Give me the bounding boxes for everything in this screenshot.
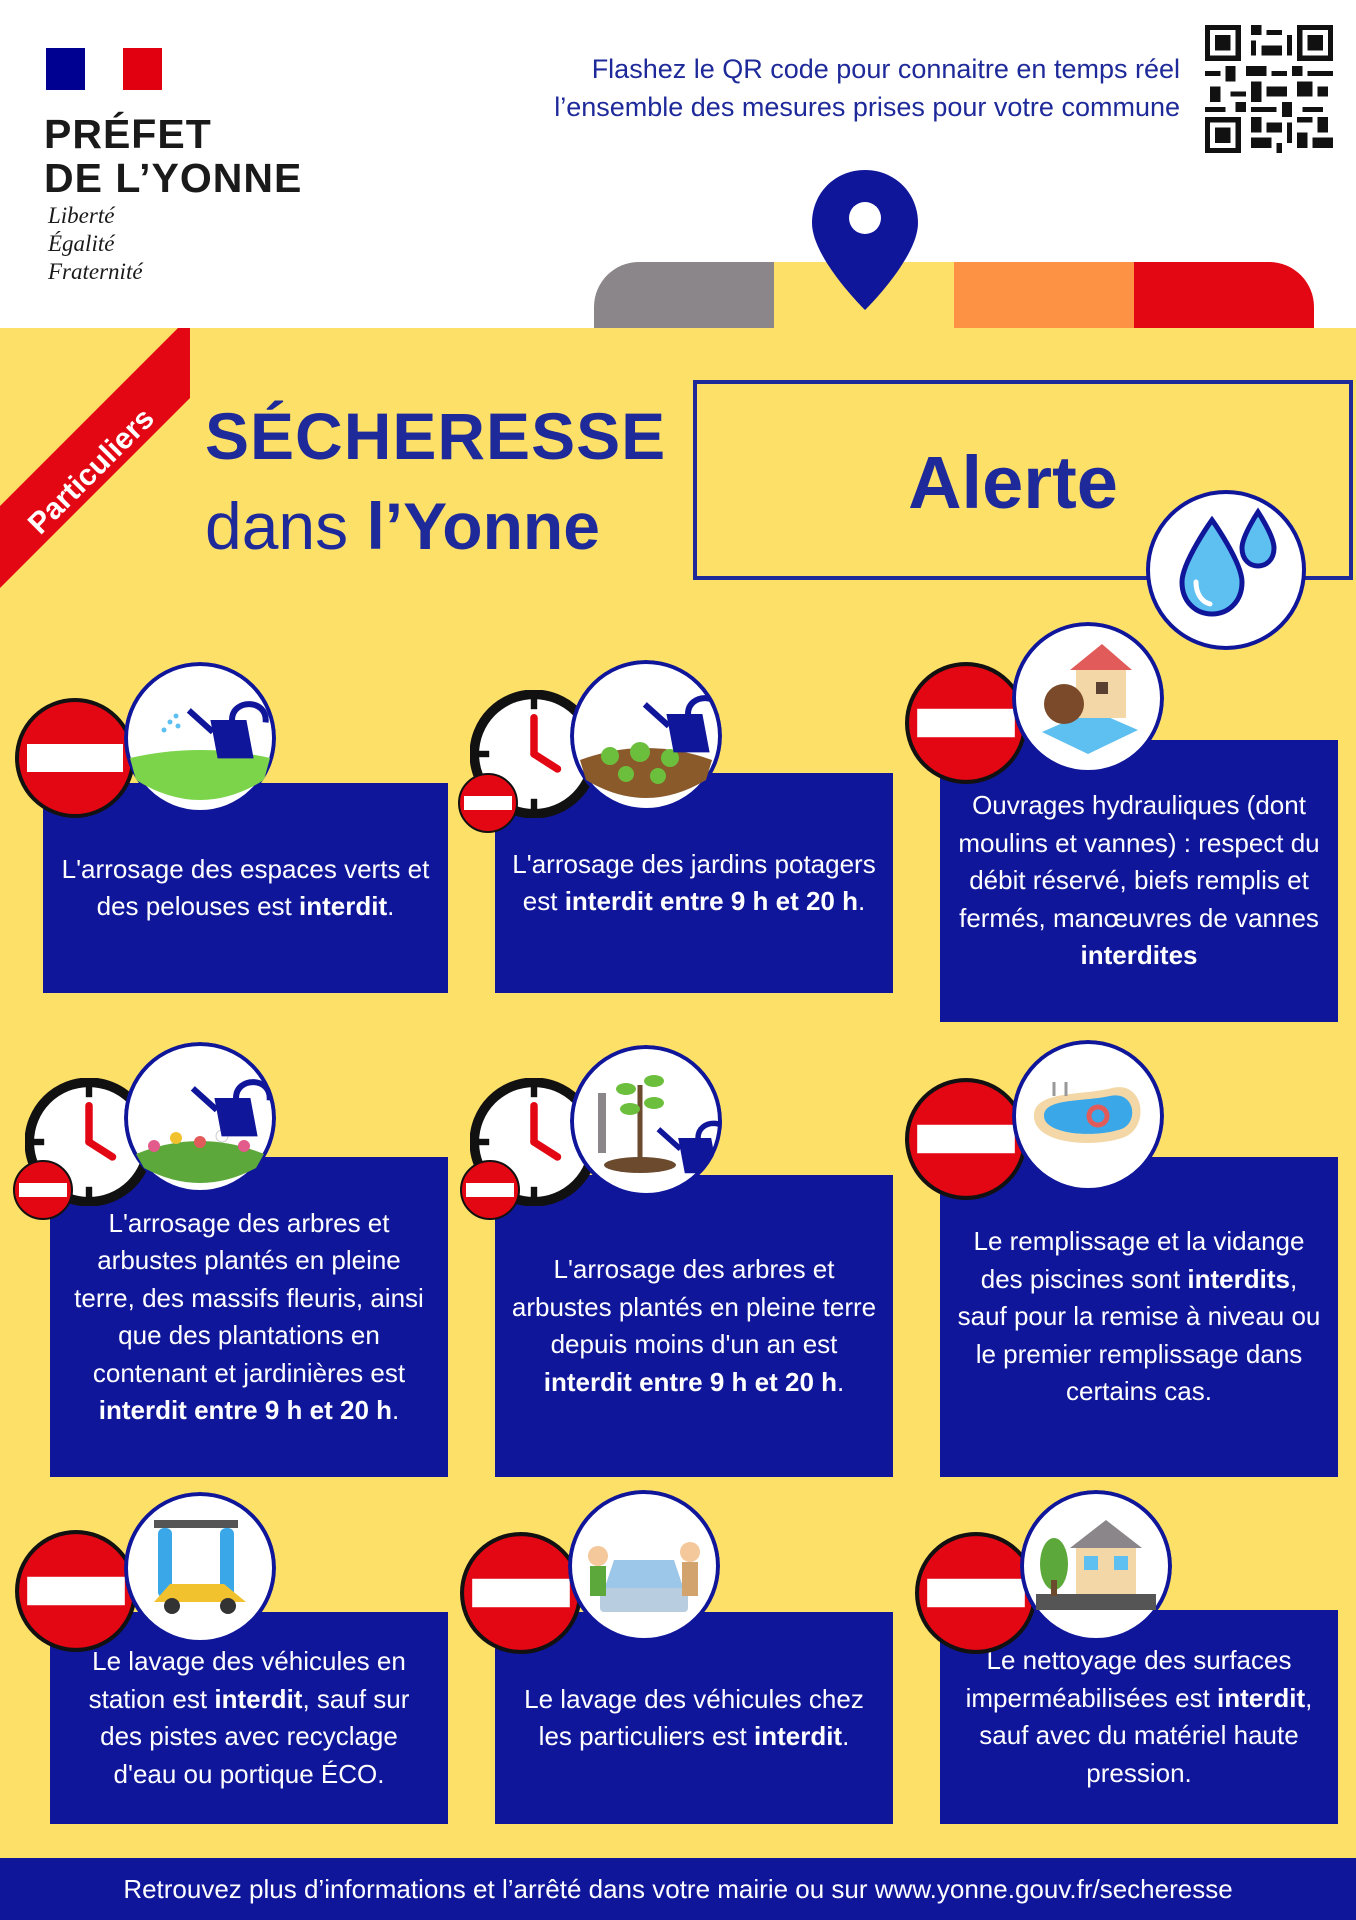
level-crise <box>1134 262 1314 337</box>
no-entry-icon <box>915 1532 1037 1654</box>
no-entry-icon <box>460 1532 582 1654</box>
qr-instructions <box>440 50 1180 126</box>
no-entry-icon <box>905 662 1027 784</box>
location-pin-icon <box>812 170 918 310</box>
no-entry-icon <box>15 1530 137 1652</box>
prefet-title-line2: DE L’YONNE <box>44 155 303 201</box>
measure-text <box>66 1643 432 1793</box>
measure-text-emphasis: interdites <box>1080 940 1198 971</box>
measure-text <box>956 1223 1322 1411</box>
car-washing-home-icon <box>568 1490 720 1642</box>
measure-card-5 <box>495 1175 893 1477</box>
measure-text-emphasis: interdit <box>299 891 388 921</box>
measure-text-emphasis: interdit <box>753 1721 843 1751</box>
watermill-icon <box>1012 622 1164 774</box>
title-yonne: l’Yonne <box>366 489 600 563</box>
level-alerte-renforcee <box>954 262 1134 337</box>
title-dans: dans <box>205 489 367 563</box>
house-surface-icon <box>1020 1490 1172 1642</box>
measure-card-6 <box>940 1157 1338 1477</box>
measure-text <box>511 1681 877 1756</box>
measure-text-part: , sauf sur des pistes avec recyclage d'eau ou portique ÉCO. <box>100 1683 410 1789</box>
watering-flowers-icon <box>124 1042 276 1194</box>
no-entry-icon <box>460 1160 520 1220</box>
category-ribbon <box>0 328 190 606</box>
measure-text-emphasis: interdit entre 9 h et 20 h <box>543 1366 838 1397</box>
measure-text-part: L'arrosage des jardins potagers est <box>512 848 876 916</box>
watering-lawn-icon <box>124 662 276 814</box>
measure-text-part: . <box>857 886 866 916</box>
measure-text-part: . <box>837 1366 845 1397</box>
measure-text-emphasis: interdit entre 9 h et 20 h <box>564 886 858 916</box>
measure-text-emphasis: interdits <box>1187 1263 1290 1294</box>
measure-text-part: , sauf avec du matériel haute pression. <box>979 1682 1313 1788</box>
measure-text <box>59 851 432 926</box>
motto-egalite: Égalité <box>48 231 115 256</box>
measure-text-part: Le lavage des véhicules en station est <box>88 1646 406 1714</box>
measure-text-part: . <box>842 1721 850 1751</box>
motto-fraternite: Fraternité <box>48 259 143 284</box>
pool-icon <box>1012 1040 1164 1192</box>
drought-level-scale <box>594 262 1314 337</box>
no-entry-icon <box>15 698 135 818</box>
measure-text-part: L'arrosage des arbres et arbustes plantés en pleine terre, des massifs fleuris, ainsi que des plantations en contenant et jardinières est <box>74 1207 424 1388</box>
title-location <box>205 488 600 564</box>
qr-code-icon[interactable] <box>1205 25 1333 153</box>
footer-info: Retrouvez plus d’informations et l’arrêté dans votre mairie ou sur www.yonne.gouv.fr/secheresse <box>0 1858 1356 1920</box>
measure-text <box>511 1251 877 1401</box>
qr-text-line1: Flashez le QR code pour connaitre en temps réel <box>591 54 1180 84</box>
level-vigilance <box>594 262 774 337</box>
measure-text-part: . <box>392 1395 400 1425</box>
no-entry-icon <box>458 773 518 833</box>
measure-text <box>66 1205 432 1430</box>
car-wash-station-icon <box>124 1492 276 1644</box>
watering-garden-icon <box>570 660 722 812</box>
motto-liberte: Liberté <box>48 203 115 228</box>
measure-text-part: Le nettoyage des surfaces imperméabilisées est <box>965 1645 1292 1713</box>
measure-text-part: L'arrosage des espaces verts et des pelouses est <box>61 853 430 921</box>
measure-text <box>956 1642 1322 1792</box>
measure-text-part: L'arrosage des arbres et arbustes plantés en pleine terre depuis moins d'un an est <box>511 1254 877 1359</box>
water-drops-icon <box>1146 490 1306 650</box>
no-entry-icon <box>905 1078 1027 1200</box>
measure-text <box>956 787 1322 975</box>
alert-level-label: Alerte <box>908 441 1118 524</box>
measure-text-part: Le remplissage et la vidange des piscines sont <box>973 1226 1305 1294</box>
measure-text-part: , sauf pour la remise à niveau ou le premier remplissage dans certains cas. <box>957 1263 1321 1407</box>
measure-text-part: Le lavage des véhicules chez les particuliers est <box>524 1683 864 1751</box>
watering-tree-icon <box>570 1045 722 1197</box>
ribbon-label: Particuliers <box>21 401 161 541</box>
no-entry-icon <box>13 1160 73 1220</box>
measure-text-emphasis: interdit entre 9 h et 20 h <box>98 1395 393 1425</box>
qr-text-line2: l’ensemble des mesures prises pour votre commune <box>554 92 1180 122</box>
measure-text-emphasis: interdit <box>1217 1682 1306 1713</box>
measure-text-part: . <box>387 891 395 921</box>
measure-text-part: Ouvrages hydrauliques (dont moulins et vannes) : respect du débit réservé, biefs remplis et fermés, manœuvres de vannes <box>958 790 1320 933</box>
marianne-profile-icon <box>70 48 140 90</box>
measure-text <box>511 846 877 921</box>
measure-text-emphasis: interdit <box>214 1683 303 1714</box>
prefet-title-line1: PRÉFET <box>44 111 212 157</box>
title-secheresse: SÉCHERESSE <box>205 399 667 473</box>
